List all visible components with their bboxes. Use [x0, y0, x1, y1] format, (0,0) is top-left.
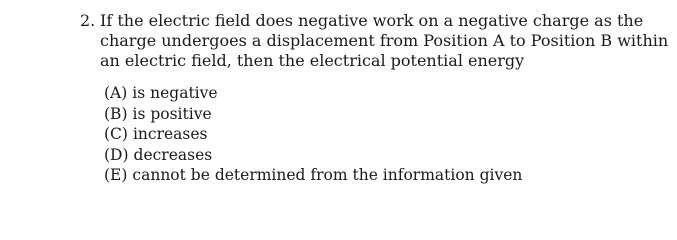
option-text: decreases [133, 145, 213, 164]
option-text: increases [132, 125, 208, 143]
option-text: is negative [132, 84, 218, 102]
option-text: cannot be determined from the information given [132, 166, 523, 184]
option-letter: (A) [104, 84, 128, 102]
question-stem [80, 11, 670, 71]
option-a [104, 83, 670, 104]
answer-options [104, 83, 670, 186]
option-letter: (B) [104, 104, 128, 123]
option-letter: (D) [104, 145, 129, 164]
question-text: If the electric field does negative work on a negative charge as the charge undergoes a displacement from Position A to Position B within an electric field, then the electrical potential energy [100, 11, 669, 70]
option-letter: (E) [104, 166, 128, 184]
option-d [104, 145, 670, 166]
option-c [104, 124, 670, 145]
option-b [104, 104, 670, 125]
option-letter: (C) [104, 125, 128, 143]
option-e [104, 165, 670, 186]
option-text: is positive [132, 104, 212, 123]
question-number: 2. [80, 11, 96, 30]
question-block [80, 11, 670, 186]
